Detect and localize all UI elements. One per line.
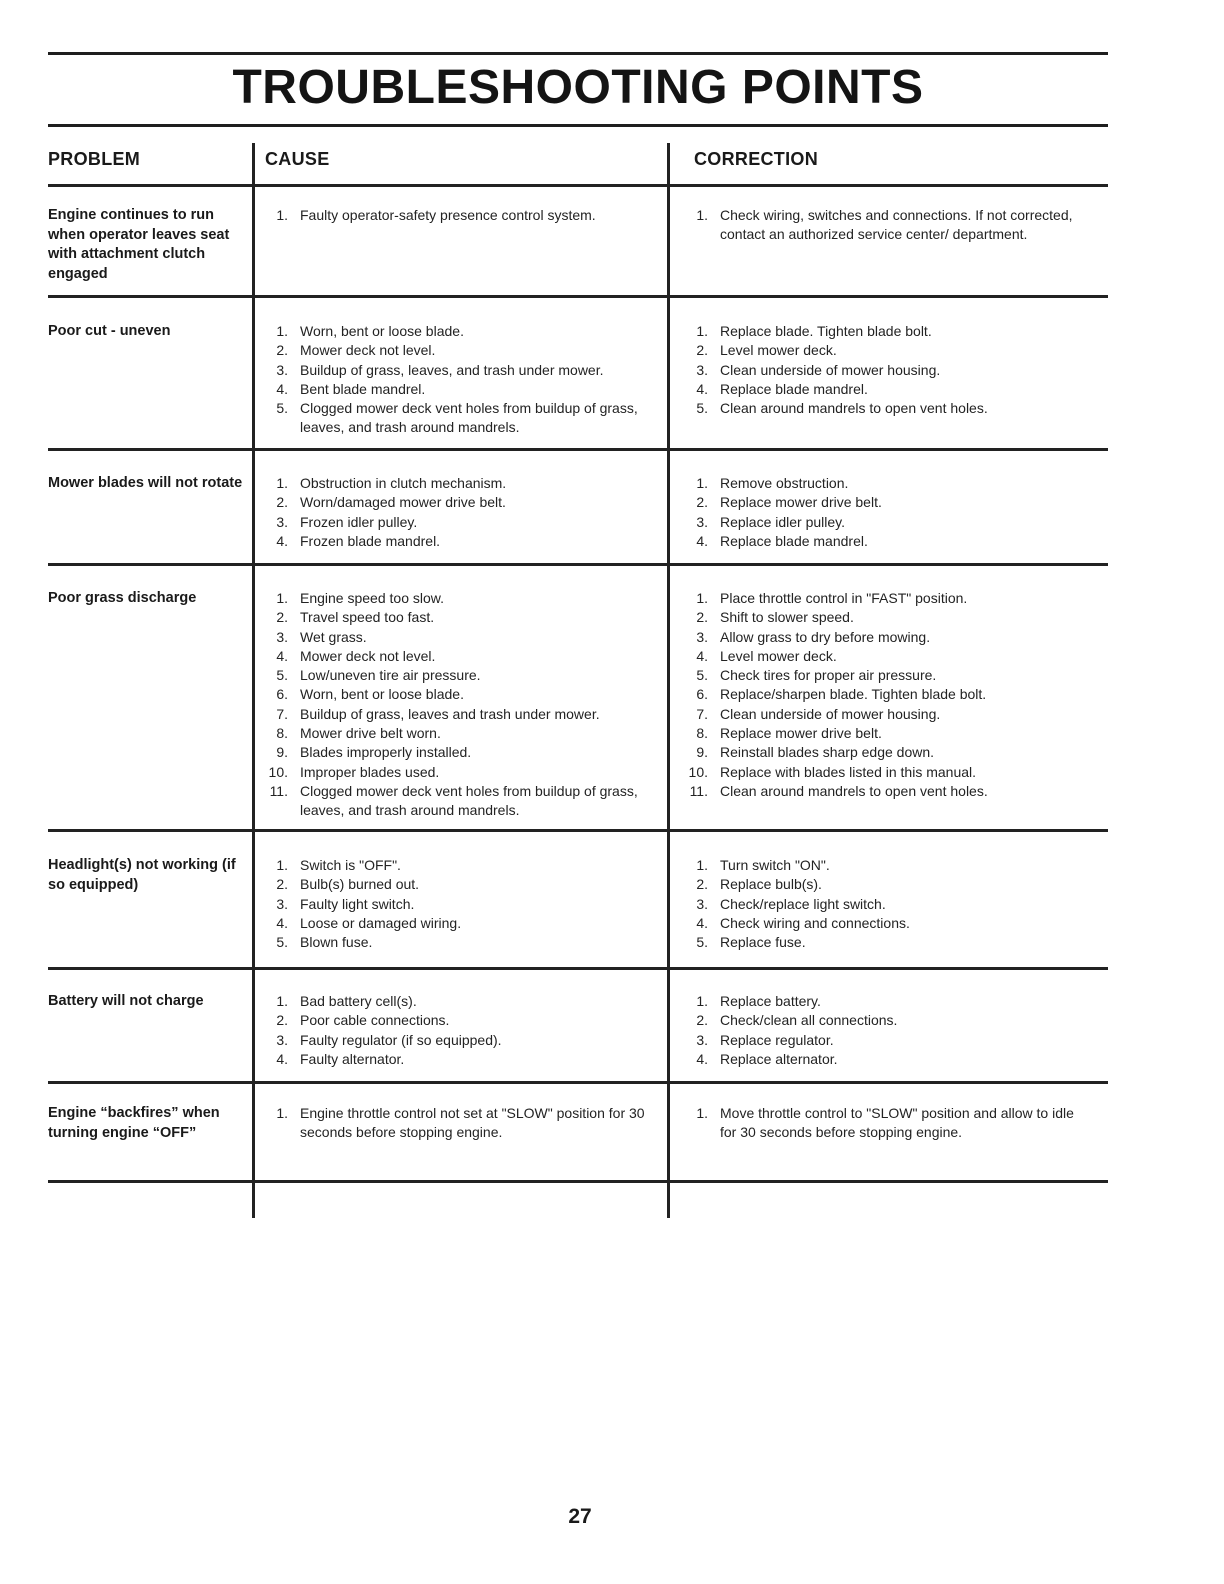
correction-item (680, 628, 1080, 647)
correction-item (680, 743, 1080, 762)
item-number: 4. (696, 647, 708, 664)
correction-item (680, 1104, 1080, 1143)
problem-cell: Poor cut - uneven (48, 323, 171, 339)
item-number: 1. (696, 857, 708, 873)
item-number: 2. (696, 342, 708, 359)
item-text: Clogged mower deck vent holes from buildup of grass, leaves, and trash around mandrels. (300, 400, 638, 436)
item-number: 5. (276, 667, 288, 684)
correction-list (680, 1104, 1080, 1143)
item-number: 1. (276, 590, 288, 606)
correction-list (680, 322, 1080, 418)
item-text: Replace mower drive belt. (720, 725, 882, 742)
item-text: Replace with blades listed in this manual. (720, 763, 977, 780)
table-rule (48, 448, 1108, 451)
cause-item (260, 895, 660, 914)
item-text: Faulty regulator (if so equipped). (300, 1031, 502, 1048)
item-number: 2. (696, 1012, 708, 1029)
item-text: Turn switch "ON". (720, 857, 830, 873)
item-number: 1. (696, 207, 708, 223)
problem-cell: Engine “backfires” when turning engine “OFF” (48, 1105, 220, 1141)
item-text: Bent blade mandrel. (300, 380, 426, 397)
correction-item (680, 914, 1080, 933)
problem-cell: Battery will not charge (48, 993, 204, 1009)
item-text: Check wiring and connections. (720, 914, 910, 931)
cause-item (260, 322, 660, 341)
correction-item (680, 856, 1080, 875)
item-number: 4. (696, 914, 708, 931)
item-number: 3. (696, 628, 708, 645)
cause-item (260, 647, 660, 666)
item-number: 1. (276, 857, 288, 873)
item-number: 2. (276, 609, 288, 626)
cause-item (260, 608, 660, 627)
item-number: 11. (689, 782, 708, 799)
item-number: 3. (696, 513, 708, 530)
header-cause: CAUSE (265, 149, 330, 169)
item-number: 2. (276, 342, 288, 359)
table-rule (48, 1180, 1108, 1183)
problem-cell: Mower blades will not rotate (48, 475, 243, 491)
item-number: 3. (696, 895, 708, 912)
item-text: Replace bulb(s). (720, 876, 822, 893)
item-text: Buildup of grass, leaves and trash under mower. (300, 705, 600, 722)
correction-item (680, 763, 1080, 782)
item-number: 9. (276, 744, 288, 761)
correction-item (680, 895, 1080, 914)
cause-item (260, 1050, 660, 1069)
cause-item (260, 493, 660, 512)
item-text: Faulty alternator. (300, 1050, 405, 1067)
item-number: 2. (276, 494, 288, 511)
table-rule (48, 563, 1108, 566)
item-text: Bulb(s) burned out. (300, 876, 420, 893)
item-text: Improper blades used. (300, 763, 440, 780)
item-number: 1. (276, 207, 288, 223)
item-text: Clean underside of mower housing. (720, 361, 941, 378)
item-number: 3. (276, 361, 288, 378)
item-text: Replace blade mandrel. (720, 532, 868, 549)
cause-item (260, 399, 660, 438)
item-number: 2. (696, 876, 708, 893)
item-text: Worn/damaged mower drive belt. (300, 494, 506, 511)
item-text: Loose or damaged wiring. (300, 914, 462, 931)
correction-item (680, 589, 1080, 608)
item-text: Mower deck not level. (300, 647, 436, 664)
table-rule (48, 184, 1108, 187)
correction-list (680, 992, 1080, 1069)
header-correction: CORRECTION (694, 149, 818, 169)
item-number: 9. (696, 744, 708, 761)
correction-item (680, 361, 1080, 380)
item-number: 3. (276, 895, 288, 912)
item-text: Clean around mandrels to open vent holes. (720, 400, 988, 417)
correction-item (680, 380, 1080, 399)
cause-item (260, 513, 660, 532)
item-text: Move throttle control to "SLOW" position and allow to idle for 30 seconds before stopping engine. (720, 1105, 1074, 1141)
item-text: Clean underside of mower housing. (720, 705, 941, 722)
correction-item (680, 341, 1080, 360)
correction-item (680, 724, 1080, 743)
item-number: 10. (268, 763, 288, 780)
item-number: 4. (276, 380, 288, 397)
page-number: 27 (568, 1505, 592, 1528)
item-text: Allow grass to dry before mowing. (720, 628, 931, 645)
item-number: 1. (696, 1105, 708, 1121)
item-text: Low/uneven tire air pressure. (300, 667, 481, 684)
item-number: 1. (696, 590, 708, 606)
problem-cell: Poor grass discharge (48, 590, 197, 606)
item-number: 3. (696, 1031, 708, 1048)
item-number: 8. (276, 725, 288, 742)
item-number: 1. (696, 993, 708, 1009)
item-number: 7. (276, 705, 288, 722)
correction-item (680, 1050, 1080, 1069)
item-number: 4. (696, 532, 708, 549)
correction-item (680, 1031, 1080, 1050)
title-rule (48, 124, 1108, 127)
cause-item (260, 875, 660, 894)
item-text: Replace regulator. (720, 1031, 834, 1048)
correction-item (680, 474, 1080, 493)
item-text: Blades improperly installed. (300, 744, 472, 761)
item-number: 1. (696, 323, 708, 339)
item-number: 2. (696, 609, 708, 626)
page-title: TROUBLESHOOTING POINTS (232, 61, 924, 114)
item-number: 11. (269, 782, 288, 799)
table-rule (48, 1081, 1108, 1084)
cause-item (260, 532, 660, 551)
correction-item (680, 666, 1080, 685)
item-number: 4. (276, 914, 288, 931)
item-text: Check wiring, switches and connections. If not corrected, contact an authorized service center/ department. (720, 207, 1073, 243)
cause-item (260, 782, 660, 821)
item-number: 6. (696, 686, 708, 703)
item-text: Check tires for proper air pressure. (720, 667, 937, 684)
table-rule (48, 967, 1108, 970)
cause-item (260, 474, 660, 493)
correction-item (680, 399, 1080, 418)
item-text: Replace blade mandrel. (720, 380, 868, 397)
item-text: Level mower deck. (720, 342, 837, 359)
item-text: Reinstall blades sharp edge down. (720, 744, 935, 761)
correction-list (680, 206, 1080, 245)
item-text: Switch is "OFF". (300, 857, 401, 873)
cause-item (260, 763, 660, 782)
column-divider-cause (252, 143, 255, 1218)
item-text: Worn, bent or loose blade. (300, 323, 464, 339)
item-text: Remove obstruction. (720, 475, 849, 491)
cause-item (260, 589, 660, 608)
cause-list (260, 589, 660, 821)
item-number: 1. (276, 1105, 288, 1121)
correction-item (680, 322, 1080, 341)
item-text: Buildup of grass, leaves, and trash under mower. (300, 361, 604, 378)
item-text: Shift to slower speed. (720, 609, 854, 626)
cause-item (260, 856, 660, 875)
item-number: 4. (276, 532, 288, 549)
cause-item (260, 1011, 660, 1030)
cause-item (260, 685, 660, 704)
cause-item (260, 1031, 660, 1050)
item-text: Engine throttle control not set at "SLOW" position for 30 seconds before stopping engine. (300, 1105, 645, 1141)
cause-item (260, 724, 660, 743)
correction-item (680, 933, 1080, 952)
correction-item (680, 513, 1080, 532)
problem-cell: Engine continues to run when operator leaves seat with attachment clutch engaged (48, 207, 230, 282)
item-number: 1. (276, 323, 288, 339)
item-text: Blown fuse. (300, 934, 373, 951)
item-text: Check/replace light switch. (720, 895, 886, 912)
header-problem: PROBLEM (48, 149, 141, 169)
problem-cell: Headlight(s) not working (if so equipped) (48, 857, 236, 893)
item-number: 5. (696, 934, 708, 951)
cause-item (260, 341, 660, 360)
item-number: 6. (276, 686, 288, 703)
table-rule (48, 295, 1108, 298)
item-text: Frozen blade mandrel. (300, 532, 441, 549)
item-number: 5. (276, 400, 288, 417)
correction-item (680, 685, 1080, 704)
item-text: Wet grass. (300, 628, 367, 645)
item-text: Travel speed too fast. (300, 609, 435, 626)
item-text: Replace mower drive belt. (720, 494, 882, 511)
item-number: 2. (276, 876, 288, 893)
correction-item (680, 992, 1080, 1011)
item-text: Faulty operator-safety presence control system. (300, 207, 596, 223)
item-number: 8. (696, 725, 708, 742)
cause-item (260, 380, 660, 399)
correction-item (680, 647, 1080, 666)
item-text: Bad battery cell(s). (300, 993, 417, 1009)
correction-item (680, 705, 1080, 724)
correction-item (680, 875, 1080, 894)
correction-item (680, 1011, 1080, 1030)
item-number: 3. (276, 513, 288, 530)
correction-item (680, 493, 1080, 512)
item-text: Check/clean all connections. (720, 1012, 898, 1029)
item-text: Replace alternator. (720, 1050, 838, 1067)
cause-item (260, 1104, 660, 1143)
table-rule (48, 829, 1108, 832)
item-text: Obstruction in clutch mechanism. (300, 475, 507, 491)
item-number: 10. (688, 763, 708, 780)
item-text: Replace battery. (720, 993, 821, 1009)
item-number: 5. (696, 400, 708, 417)
item-number: 4. (696, 380, 708, 397)
correction-list (680, 589, 1080, 801)
item-number: 2. (276, 1012, 288, 1029)
item-text: Worn, bent or loose blade. (300, 686, 464, 703)
cause-item (260, 933, 660, 952)
item-text: Replace fuse. (720, 934, 806, 951)
top-rule (48, 52, 1108, 55)
item-text: Replace blade. Tighten blade bolt. (720, 323, 932, 339)
correction-list (680, 856, 1080, 952)
item-text: Clean around mandrels to open vent holes. (720, 782, 988, 799)
item-number: 1. (276, 993, 288, 1009)
cause-item (260, 206, 660, 225)
item-text: Clogged mower deck vent holes from buildup of grass, leaves, and trash around mandrels. (300, 782, 638, 819)
item-number: 4. (696, 1050, 708, 1067)
item-number: 3. (276, 628, 288, 645)
item-number: 7. (696, 705, 708, 722)
item-number: 1. (696, 475, 708, 491)
cause-item (260, 361, 660, 380)
cause-list (260, 206, 660, 225)
item-text: Level mower deck. (720, 647, 837, 664)
correction-item (680, 206, 1080, 245)
item-number: 2. (696, 494, 708, 511)
correction-item (680, 532, 1080, 551)
correction-list (680, 474, 1080, 551)
correction-item (680, 782, 1080, 801)
cause-item (260, 743, 660, 762)
cause-item (260, 992, 660, 1011)
item-number: 3. (696, 361, 708, 378)
cause-item (260, 705, 660, 724)
column-divider-correction (667, 143, 670, 1218)
cause-list (260, 322, 660, 438)
cause-list (260, 856, 660, 952)
item-number: 1. (276, 475, 288, 491)
item-text: Place throttle control in "FAST" position. (720, 590, 968, 606)
cause-list (260, 474, 660, 551)
item-text: Frozen idler pulley. (300, 513, 418, 530)
cause-item (260, 628, 660, 647)
cause-item (260, 666, 660, 685)
item-text: Replace idler pulley. (720, 513, 846, 530)
item-text: Mower deck not level. (300, 342, 436, 359)
item-text: Poor cable connections. (300, 1012, 450, 1029)
item-number: 3. (276, 1031, 288, 1048)
item-text: Engine speed too slow. (300, 590, 444, 606)
cause-list (260, 992, 660, 1069)
item-text: Mower drive belt worn. (300, 725, 441, 742)
cause-item (260, 914, 660, 933)
cause-list (260, 1104, 660, 1143)
item-text: Replace/sharpen blade. Tighten blade bolt. (720, 686, 987, 703)
item-text: Faulty light switch. (300, 895, 415, 912)
correction-item (680, 608, 1080, 627)
item-number: 4. (276, 647, 288, 664)
item-number: 4. (276, 1050, 288, 1067)
item-number: 5. (696, 667, 708, 684)
item-number: 5. (276, 934, 288, 951)
